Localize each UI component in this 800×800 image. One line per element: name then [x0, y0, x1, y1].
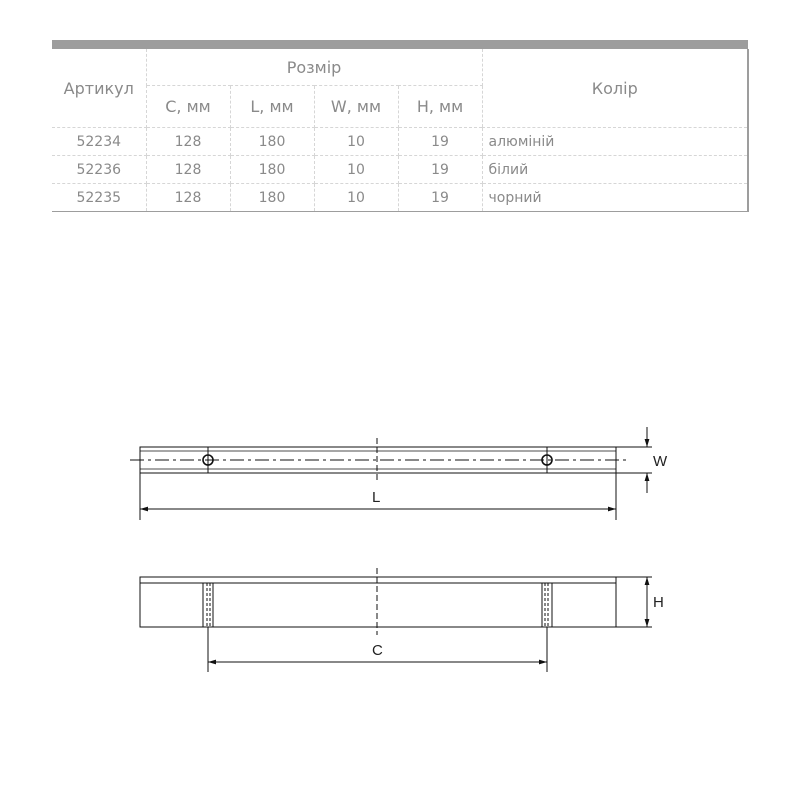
header-c: C, мм — [146, 86, 230, 128]
h-dimension — [616, 577, 652, 627]
cell-h: 19 — [398, 156, 482, 184]
header-size: Розмір — [146, 49, 482, 86]
top-view — [130, 438, 626, 481]
header-l: L, мм — [230, 86, 314, 128]
header-h: H, мм — [398, 86, 482, 128]
header-article: Артикул — [52, 49, 146, 128]
cell-color: білий — [482, 156, 748, 184]
cell-c: 128 — [146, 128, 230, 156]
cell-c: 128 — [146, 184, 230, 212]
side-view — [140, 568, 616, 635]
cell-h: 19 — [398, 184, 482, 212]
cell-l: 180 — [230, 156, 314, 184]
cell-c: 128 — [146, 156, 230, 184]
l-label: L — [372, 489, 381, 506]
cell-article: 52234 — [52, 128, 146, 156]
w-dimension — [616, 427, 652, 493]
cell-h: 19 — [398, 128, 482, 156]
cell-w: 10 — [314, 184, 398, 212]
cell-w: 10 — [314, 156, 398, 184]
cell-w: 10 — [314, 128, 398, 156]
w-label: W — [653, 453, 668, 470]
header-w: W, мм — [314, 86, 398, 128]
header-color: Колір — [482, 49, 748, 128]
cell-l: 180 — [230, 184, 314, 212]
cell-color: алюміній — [482, 128, 748, 156]
c-label: C — [372, 642, 383, 659]
h-label: H — [653, 594, 664, 611]
cell-l: 180 — [230, 128, 314, 156]
cell-article: 52236 — [52, 156, 146, 184]
cell-article: 52235 — [52, 184, 146, 212]
cell-color: чорний — [482, 184, 748, 212]
